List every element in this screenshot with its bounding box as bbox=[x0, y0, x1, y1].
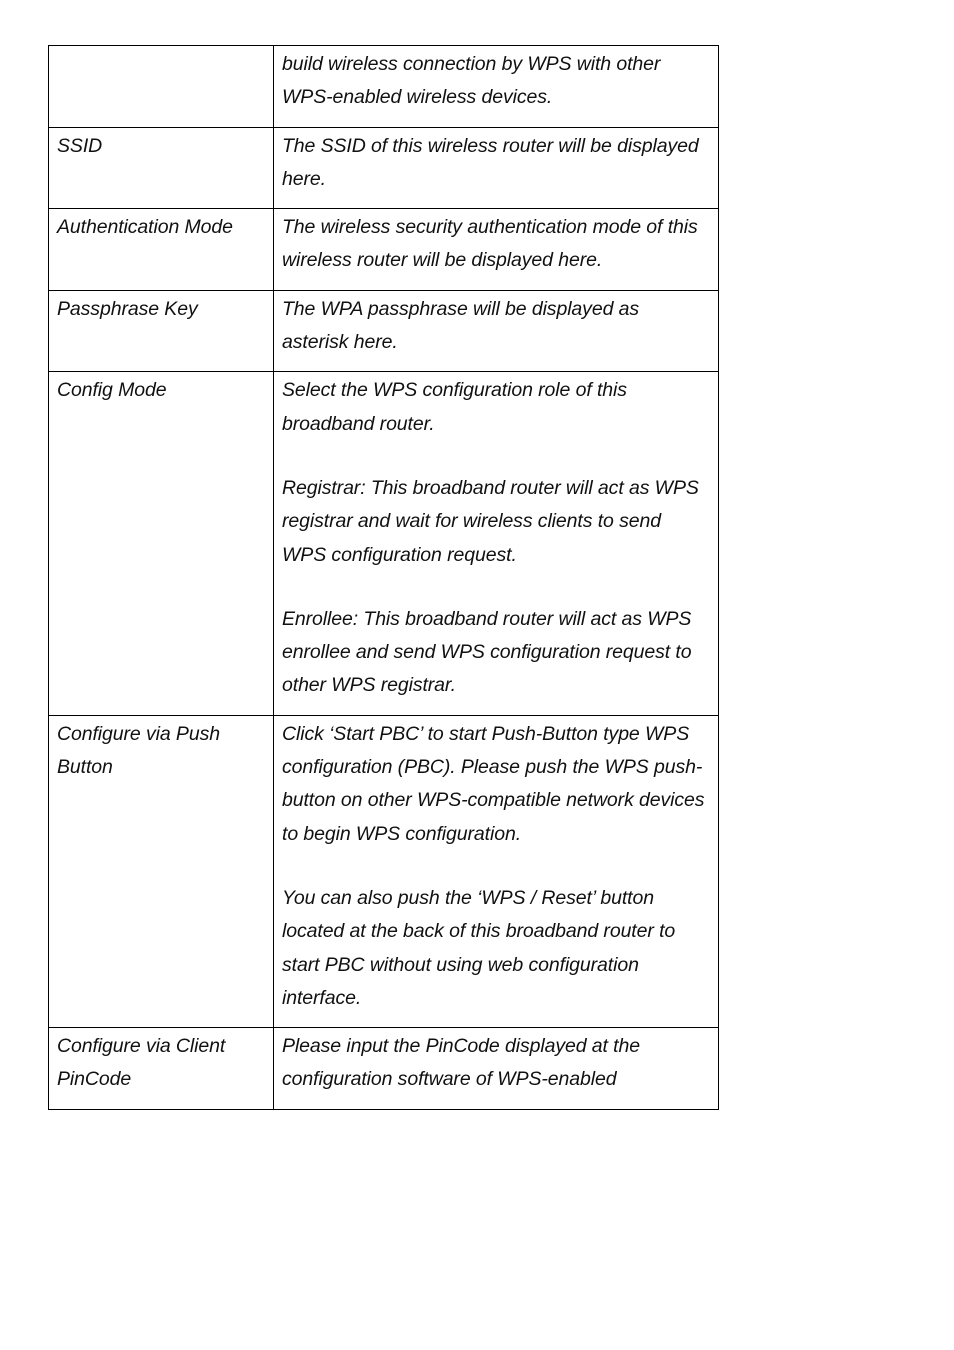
description-paragraph: Registrar: This broadband router will act as WPS registrar and wait for wireless clients to send WPS configuration request. bbox=[282, 476, 699, 566]
table-row bbox=[49, 127, 719, 209]
field-description-cell bbox=[274, 372, 719, 715]
field-description-cell bbox=[274, 1028, 719, 1110]
field-description-cell bbox=[274, 715, 719, 1027]
table-row bbox=[49, 1028, 719, 1110]
settings-description-table bbox=[48, 45, 719, 1110]
table-row bbox=[49, 290, 719, 372]
description-paragraph: Click ‘Start PBC’ to start Push-Button type WPS configuration (PBC). Please push the WPS push-button on other WPS-compatible network devices to begin WPS configuration. bbox=[282, 722, 705, 845]
field-name-cell: Configure via Push Button bbox=[49, 715, 274, 1027]
field-description-cell bbox=[274, 127, 719, 209]
field-name-cell: SSID bbox=[49, 127, 274, 209]
description-paragraph: The wireless security authentication mode of this wireless router will be displayed here. bbox=[282, 216, 698, 272]
table-row bbox=[49, 715, 719, 1027]
description-paragraph: The SSID of this wireless router will be displayed here. bbox=[282, 134, 699, 190]
table-row bbox=[49, 46, 719, 128]
description-paragraph: Select the WPS configuration role of this broadband router. bbox=[282, 379, 627, 435]
description-paragraph: You can also push the ‘WPS / Reset’ button located at the back of this broadband router to start PBC without using web configuration interface. bbox=[282, 886, 676, 1009]
table-row bbox=[49, 209, 719, 291]
description-paragraph: Please input the PinCode displayed at the configuration software of WPS-enabled bbox=[282, 1035, 640, 1091]
description-paragraph: Enrollee: This broadband router will act as WPS enrollee and send WPS configuration request to other WPS registrar. bbox=[282, 607, 692, 697]
field-name-cell bbox=[49, 46, 274, 128]
description-paragraph: The WPA passphrase will be displayed as asterisk here. bbox=[282, 297, 640, 354]
field-name-cell: Config Mode bbox=[49, 372, 274, 715]
field-description-cell bbox=[274, 209, 719, 291]
field-name-cell: Authentication Mode bbox=[49, 209, 274, 291]
table-row bbox=[49, 372, 719, 715]
field-description-cell bbox=[274, 46, 719, 128]
field-description-cell bbox=[274, 290, 719, 372]
description-paragraph: build wireless connection by WPS with other WPS-enabled wireless devices. bbox=[282, 53, 661, 109]
field-name-cell: Configure via Client PinCode bbox=[49, 1028, 274, 1110]
field-name-cell: Passphrase Key bbox=[49, 290, 274, 372]
